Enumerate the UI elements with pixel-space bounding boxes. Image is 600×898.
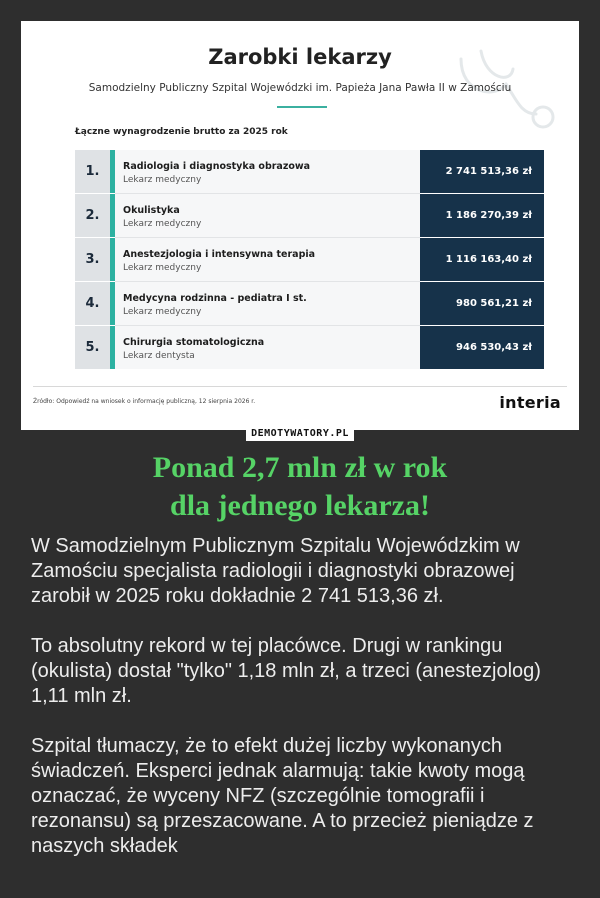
ranking-row <box>75 194 544 238</box>
rank-number: 2. <box>75 194 110 237</box>
site-watermark <box>0 423 600 441</box>
site-watermark-text: DEMOTYWATORY.PL <box>246 426 354 441</box>
salary-ranking <box>75 150 544 370</box>
specialty-name: Medycyna rodzinna - pediatra I st. <box>123 293 307 304</box>
specialty-cell <box>115 194 420 237</box>
infographic-card <box>21 21 579 430</box>
source-note: Źródło: Odpowiedź na wniosek o informację publiczną, 12 sierpnia 2026 r. <box>33 398 256 405</box>
specialty-cell <box>115 238 420 281</box>
section-label: Łączne wynagrodzenie brutto za 2025 rok <box>75 127 288 137</box>
specialty-name: Anestezjologia i intensywna terapia <box>123 249 316 260</box>
rank-number: 1. <box>75 150 110 193</box>
headline-line-2: dla jednego lekarza! <box>170 489 430 522</box>
rank-number: 4. <box>75 282 110 325</box>
salary-amount: 946 530,43 zł <box>420 326 544 369</box>
specialty-name: Okulistyka <box>123 205 180 216</box>
headline-line-1: Ponad 2,7 mln zł w rok <box>152 451 448 484</box>
title-divider <box>277 106 327 108</box>
specialty-role: Lekarz dentysta <box>123 351 195 361</box>
description-paragraph-3: Szpital tłumaczy, że to efekt dużej liczby wykonanych świadczeń. Eksperci jednak alarmują: takie kwoty mogą oznaczać, że wyceny NFZ (szczególnie tomografii i rezonansu) są przeszacowane. A to przecież pieniądze z naszych składek <box>31 735 534 857</box>
salary-amount: 980 561,21 zł <box>420 282 544 325</box>
specialty-name: Radiologia i diagnostyka obrazowa <box>123 161 311 172</box>
interia-logo: interia <box>499 393 561 412</box>
headline <box>0 449 600 525</box>
ranking-row <box>75 150 544 194</box>
rank-number: 3. <box>75 238 110 281</box>
specialty-cell <box>115 282 420 325</box>
description-paragraph-1: W Samodzielnym Publicznym Szpitalu Wojewódzkim w Zamościu specjalista radiologii i diagnostyki obrazowej zarobił w 2025 roku dokładnie 2 741 513,36 zł. <box>31 535 520 607</box>
description <box>31 534 579 884</box>
description-paragraph-2: To absolutny rekord w tej placówce. Drugi w rankingu (okulista) dostał "tylko" 1,18 mln zł, a trzeci (anestezjolog) 1,11 mln zł. <box>31 635 541 707</box>
specialty-role: Lekarz medyczny <box>123 263 202 273</box>
salary-amount: 1 186 270,39 zł <box>420 194 544 237</box>
specialty-cell <box>115 150 420 193</box>
ranking-row <box>75 238 544 282</box>
ranking-row <box>75 326 544 370</box>
ranking-row <box>75 282 544 326</box>
rank-number: 5. <box>75 326 110 369</box>
card-title: Zarobki lekarzy <box>208 45 392 69</box>
specialty-role: Lekarz medyczny <box>123 175 202 185</box>
salary-amount: 1 116 163,40 zł <box>420 238 544 281</box>
specialty-role: Lekarz medyczny <box>123 219 202 229</box>
card-subtitle: Samodzielny Publiczny Szpital Wojewódzki im. Papieża Jana Pawła II w Zamościu <box>88 82 512 94</box>
salary-amount: 2 741 513,36 zł <box>420 150 544 193</box>
specialty-name: Chirurgia stomatologiczna <box>123 337 265 348</box>
specialty-cell <box>115 326 420 369</box>
source-divider <box>33 386 567 387</box>
specialty-role: Lekarz medyczny <box>123 307 202 317</box>
